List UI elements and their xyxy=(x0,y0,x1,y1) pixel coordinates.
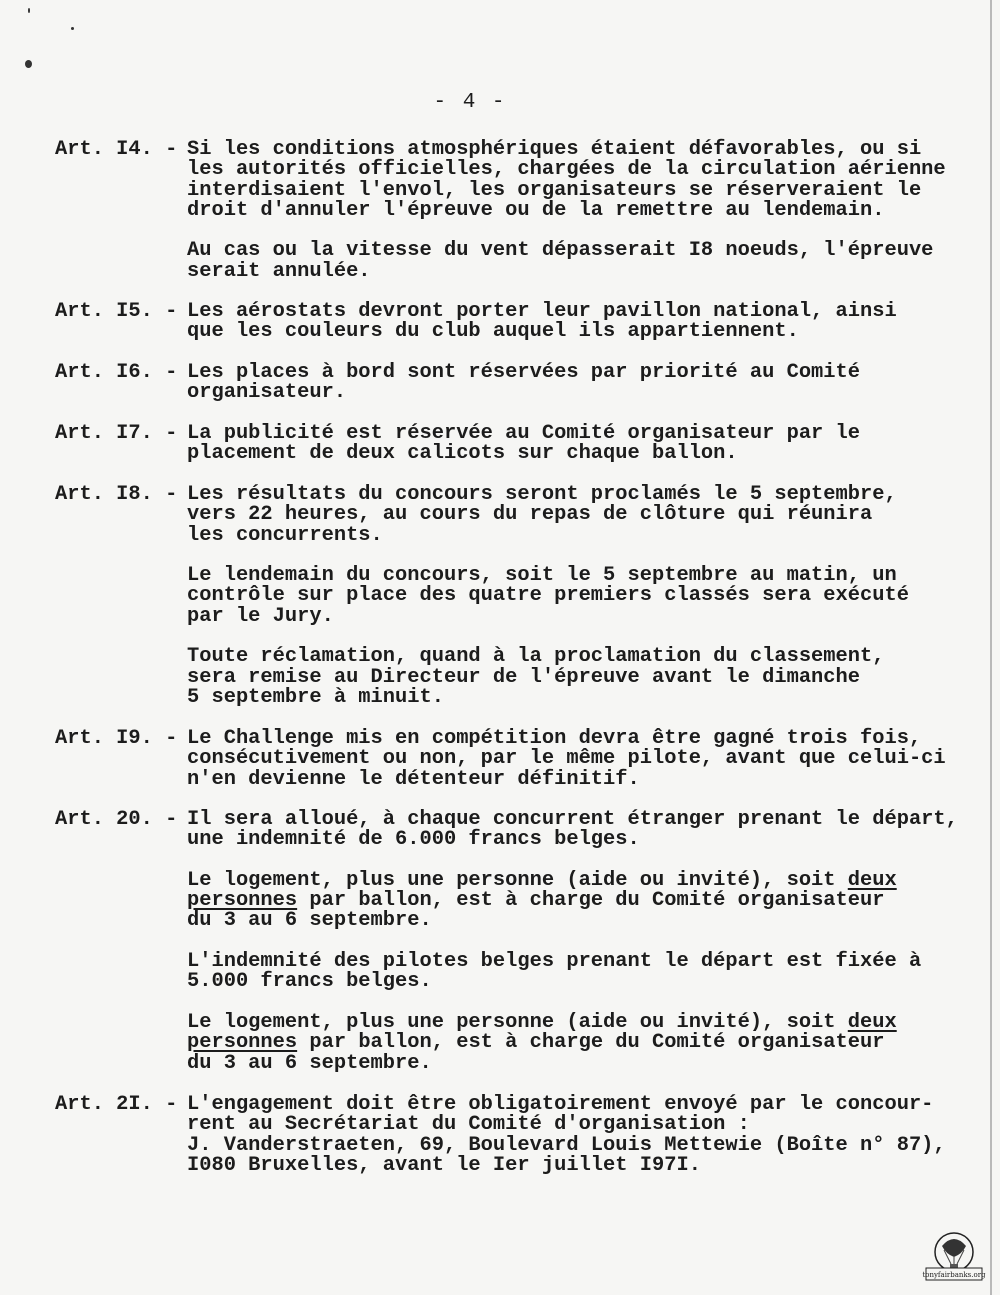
scan-speck xyxy=(28,8,30,13)
article-label: Art. I5. - xyxy=(55,300,178,323)
article-paragraph: La publicité est réservée au Comité organisateur par le placement de deux calicots sur chaque ballon. xyxy=(187,422,861,466)
article-paragraph: Le lendemain du concours, soit le 5 septembre au matin, un contrôle sur place des quatre premiers classés sera exécuté par le Jury. xyxy=(187,564,909,628)
article-paragraph: Il sera alloué, à chaque concurrent étranger prenant le départ, une indemnité de 6.000 francs belges. xyxy=(187,808,958,852)
article-paragraph: Les résultats du concours seront proclamés le 5 septembre, vers 22 heures, au cours du repas de clôture qui réunira les concurrents. xyxy=(187,483,897,547)
article-paragraph: Les aérostats devront porter leur pavillon national, ainsi que les couleurs du club auquel ils appartiennent. xyxy=(187,300,897,344)
watermark-text: tonyfairbanks.org xyxy=(922,1271,986,1279)
article-label: Art. I9. - xyxy=(55,727,178,750)
article-label: Art. I7. - xyxy=(55,422,178,445)
underlined-text: personnes xyxy=(187,1031,298,1055)
scan-speck xyxy=(71,27,74,30)
watermark-logo xyxy=(922,1230,986,1285)
page-edge xyxy=(990,0,992,1295)
article-paragraph: Les places à bord sont réservées par priorité au Comité organisateur. xyxy=(187,361,861,405)
page-number: - 4 - xyxy=(433,91,507,114)
article-paragraph: Le Challenge mis en compétition devra être gagné trois fois, consécutivement ou non, par le même pilote, avant que celui-ci n'en devienne le détenteur définitif. xyxy=(187,727,946,791)
article-paragraph: L'indemnité des pilotes belges prenant le départ est fixée à 5.000 francs belges. xyxy=(187,950,922,994)
hot-air-balloon-icon xyxy=(922,1230,986,1285)
article-paragraph: Le logement, plus une personne (aide ou invité), soit deux personnes par ballon, est à charge du Comité organisateur du 3 au 6 septembre. xyxy=(187,868,897,933)
article-paragraph: Toute réclamation, quand à la proclamation du classement, sera remise au Directeur de l'épreuve avant le dimanche 5 septembre à minuit. xyxy=(187,645,885,709)
scan-speck xyxy=(25,60,32,68)
article-label: Art. I8. - xyxy=(55,483,178,506)
article-14 xyxy=(55,140,955,282)
article-paragraph: Au cas ou la vitesse du vent dépasserait I8 noeuds, l'épreuve serait annulée. xyxy=(187,239,934,283)
article-16 xyxy=(55,363,955,404)
article-17 xyxy=(55,424,955,465)
article-21 xyxy=(55,1095,955,1176)
underlined-text: deux xyxy=(847,868,897,892)
underlined-text: personnes xyxy=(187,889,298,913)
underlined-text: deux xyxy=(847,1010,897,1034)
article-label: Art. I4. - xyxy=(55,138,178,161)
article-paragraph: L'engagement doit être obligatoirement envoyé par le concour- rent au Secrétariat du Comité d'organisation : J. Vanderstraeten, 69, Boulevard Louis Mettewie (Boîte n° 87), I080 Bruxelles, avant le Ier juillet I97I. xyxy=(187,1093,946,1177)
article-19 xyxy=(55,729,955,790)
article-label: Art. 2I. - xyxy=(55,1093,178,1116)
article-label: Art. 20. - xyxy=(55,808,178,831)
article-paragraph: Le logement, plus une personne (aide ou invité), soit deux personnes par ballon, est à charge du Comité organisateur du 3 au 6 septembre. xyxy=(187,1010,897,1075)
article-label: Art. I6. - xyxy=(55,361,178,384)
article-20 xyxy=(55,808,958,1075)
article-paragraph: Si les conditions atmosphériques étaient défavorables, ou si les autorités officielles, chargées de la circulation aérienne interdisaient l'envol, les organisateurs se réserveraient le droit d'annuler l'épreuve ou de la remettre au lendemain. xyxy=(187,138,946,222)
article-15 xyxy=(55,302,955,343)
article-18 xyxy=(55,485,955,708)
